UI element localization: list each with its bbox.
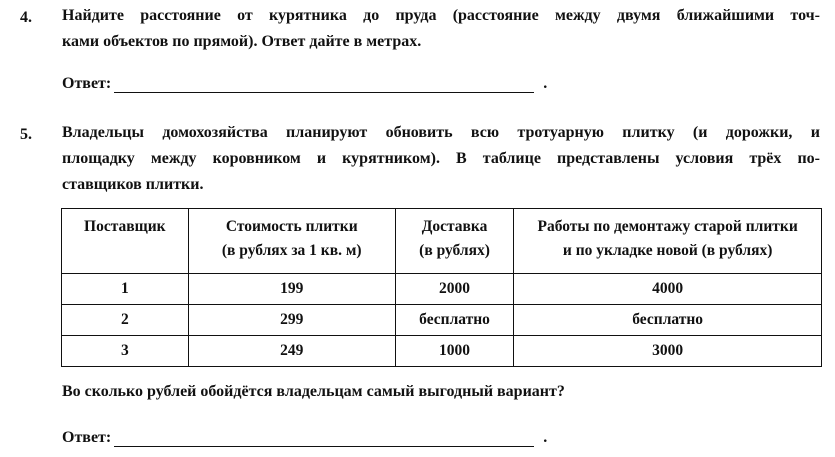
cell-works: 4000: [514, 274, 822, 305]
question-5-question: Во сколько рублей обойдётся владельцам самый выгодный вариант?: [62, 383, 565, 400]
cell-supplier: 2: [62, 305, 189, 336]
answer-label: Ответ:: [62, 75, 112, 92]
question-5-line-2: площадку между коровником и курятником). В таблице представлены условия трёх по-: [62, 150, 820, 167]
answer-row-5: [62, 427, 547, 447]
suppliers-table: [61, 208, 822, 367]
header-delivery-line-2: (в рублях): [419, 242, 490, 259]
cell-tile-cost: 199: [188, 274, 395, 305]
header-supplier-label: Поставщик: [84, 218, 166, 235]
cell-delivery: 1000: [395, 336, 514, 367]
question-5-line-3: ставщиков плитки.: [62, 176, 204, 193]
header-works-line-1: Работы по демонтажу старой плитки: [537, 218, 798, 235]
cell-tile-cost: 299: [188, 305, 395, 336]
header-tile-cost-line-1: Стоимость плитки: [225, 218, 358, 235]
header-tile-cost-line-2: (в рублях за 1 кв. м): [221, 242, 362, 259]
answer-dot: .: [543, 429, 548, 446]
question-5-text: [62, 120, 820, 198]
table-row: [62, 305, 822, 336]
table-row: [62, 274, 822, 305]
question-4-line-1: Найдите расстояние от курятника до пруда (расстояние между двумя ближайшими точ-: [62, 7, 820, 24]
cell-works: 3000: [514, 336, 822, 367]
cell-tile-cost: 249: [188, 336, 395, 367]
cell-supplier: 1: [62, 274, 189, 305]
header-tile-cost: [188, 209, 395, 274]
answer-input-4[interactable]: [114, 77, 534, 93]
header-delivery-line-1: Доставка: [421, 218, 488, 235]
question-5-line-1: Владельцы домохозяйства планируют обновить всю тротуарную плитку (и дорожки, и: [62, 124, 820, 141]
cell-delivery: 2000: [395, 274, 514, 305]
question-4-line-2: ками объектов по прямой). Ответ дайте в метрах.: [62, 33, 422, 50]
table-header-row: [62, 209, 822, 274]
answer-input-5[interactable]: [114, 431, 534, 447]
answer-label: Ответ:: [62, 429, 112, 446]
question-5-number: 5.: [20, 126, 32, 143]
cell-delivery: бесплатно: [395, 305, 514, 336]
table-row: [62, 336, 822, 367]
header-works-line-2: и по укладке новой (в рублях): [562, 242, 773, 259]
header-supplier: [62, 209, 189, 274]
cell-supplier: 3: [62, 336, 189, 367]
answer-dot: .: [543, 75, 548, 92]
header-delivery: [395, 209, 514, 274]
header-works: [514, 209, 822, 274]
cell-works: бесплатно: [514, 305, 822, 336]
answer-row-4: [62, 73, 547, 93]
question-4-text: [62, 3, 820, 55]
question-4-number: 4.: [20, 9, 32, 26]
